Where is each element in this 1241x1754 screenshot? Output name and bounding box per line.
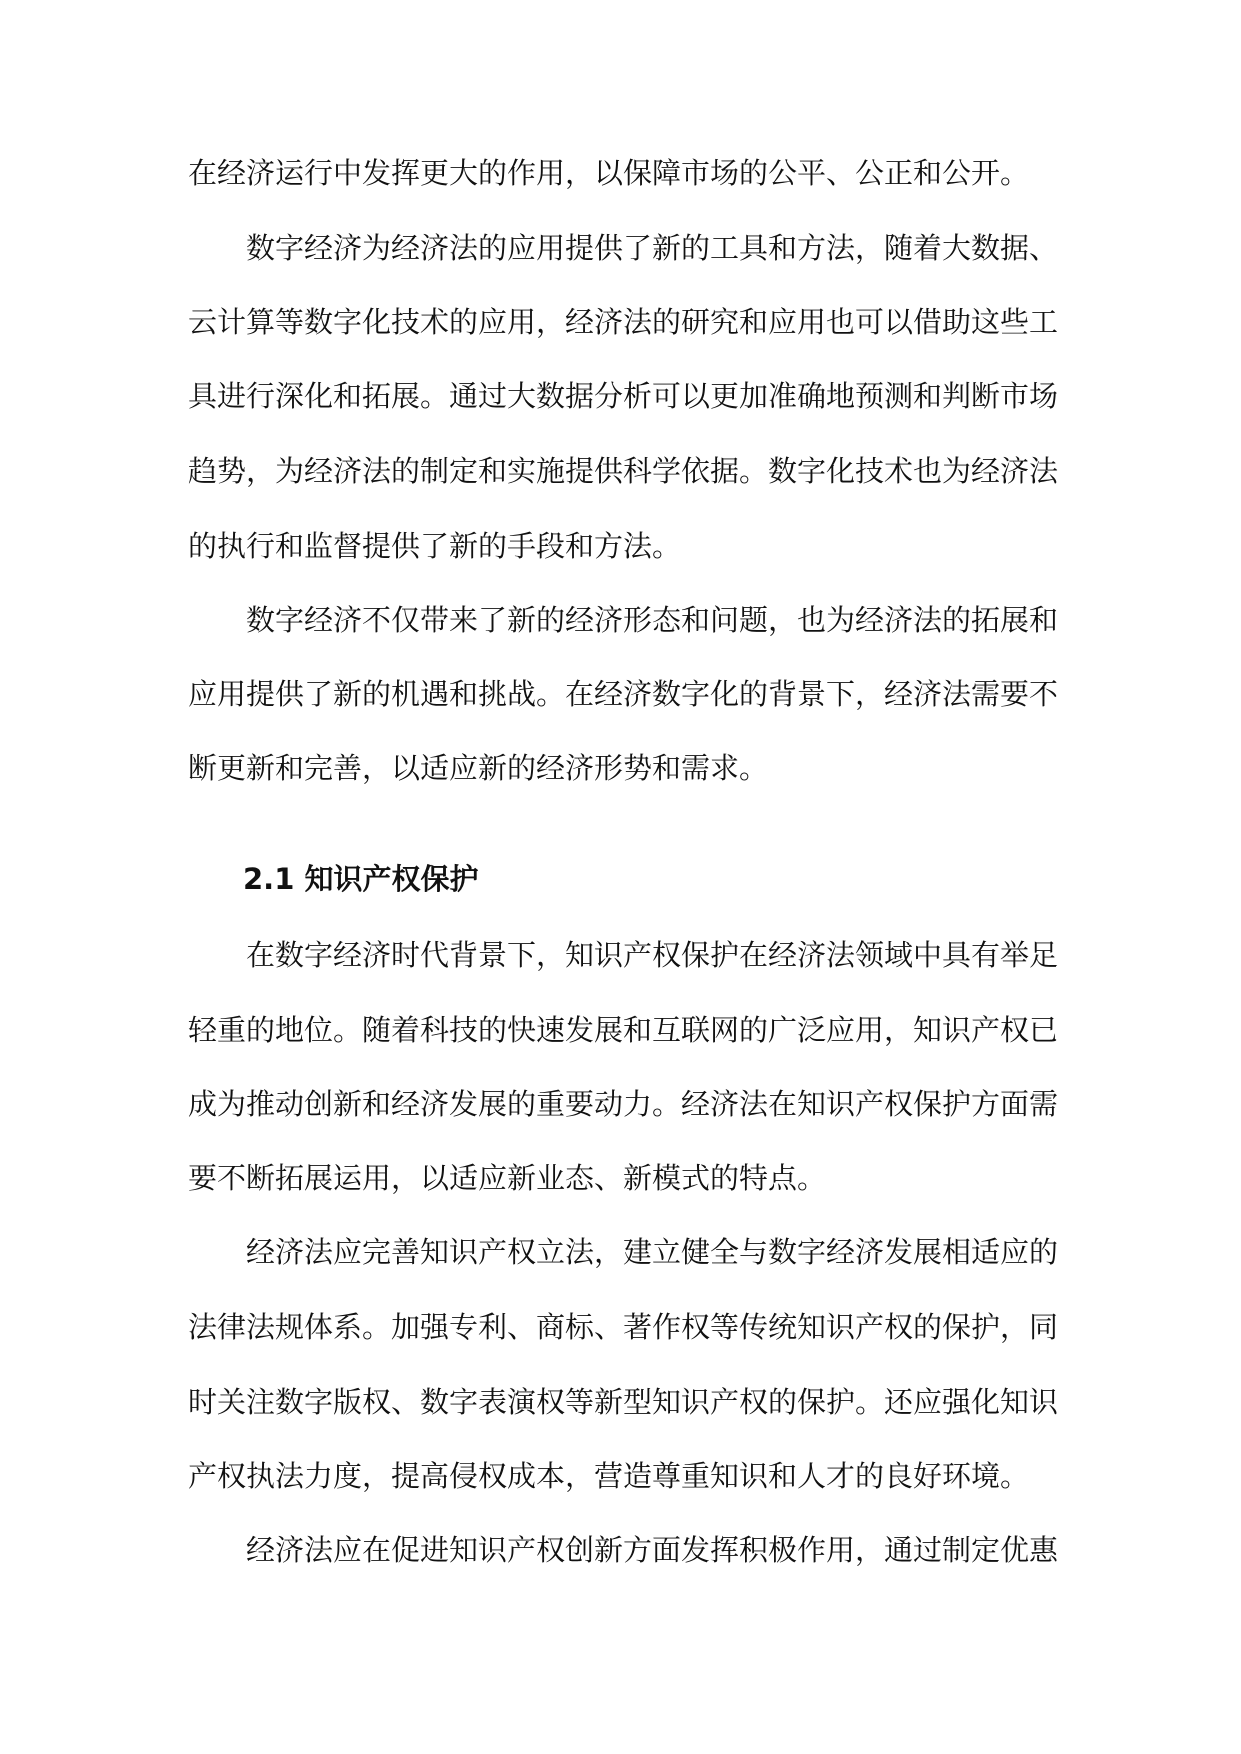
text-line: 要不断拓展运用，以适应新业态、新模式的特点。 (188, 1161, 827, 1195)
text-line: 经济法应在促进知识产权创新方面发挥积极作用，通过制定优惠 (246, 1533, 1059, 1567)
text-line: 云计算等数字化技术的应用，经济法的研究和应用也可以借助这些工 (188, 305, 1059, 339)
text-line: 成为推动创新和经济发展的重要动力。经济法在知识产权保护方面需 (188, 1087, 1059, 1121)
text-line: 时关注数字版权、数字表演权等新型知识产权的保护。还应强化知识 (188, 1385, 1059, 1419)
text-line: 在数字经济时代背景下，知识产权保护在经济法领域中具有举足 (246, 938, 1059, 972)
section-heading: 2.1 知识产权保护 (243, 862, 479, 896)
text-line: 的执行和监督提供了新的手段和方法。 (188, 529, 682, 563)
text-line: 在经济运行中发挥更大的作用，以保障市场的公平、公正和公开。 (188, 156, 1030, 190)
text-line: 产权执法力度，提高侵权成本，营造尊重知识和人才的良好环境。 (188, 1459, 1030, 1493)
text-line: 趋势，为经济法的制定和实施提供科学依据。数字化技术也为经济法 (188, 454, 1059, 488)
text-line: 具进行深化和拓展。通过大数据分析可以更加准确地预测和判断市场 (188, 379, 1059, 413)
text-line: 数字经济为经济法的应用提供了新的工具和方法，随着大数据、 (246, 231, 1059, 265)
text-line: 轻重的地位。随着科技的快速发展和互联网的广泛应用，知识产权已 (188, 1013, 1059, 1047)
text-line: 数字经济不仅带来了新的经济形态和问题，也为经济法的拓展和 (246, 603, 1059, 637)
text-line: 经济法应完善知识产权立法，建立健全与数字经济发展相适应的 (246, 1235, 1059, 1269)
text-line: 应用提供了新的机遇和挑战。在经济数字化的背景下，经济法需要不 (188, 677, 1059, 711)
text-line: 法律法规体系。加强专利、商标、著作权等传统知识产权的保护，同 (188, 1310, 1059, 1344)
text-line: 断更新和完善，以适应新的经济形势和需求。 (188, 751, 769, 785)
